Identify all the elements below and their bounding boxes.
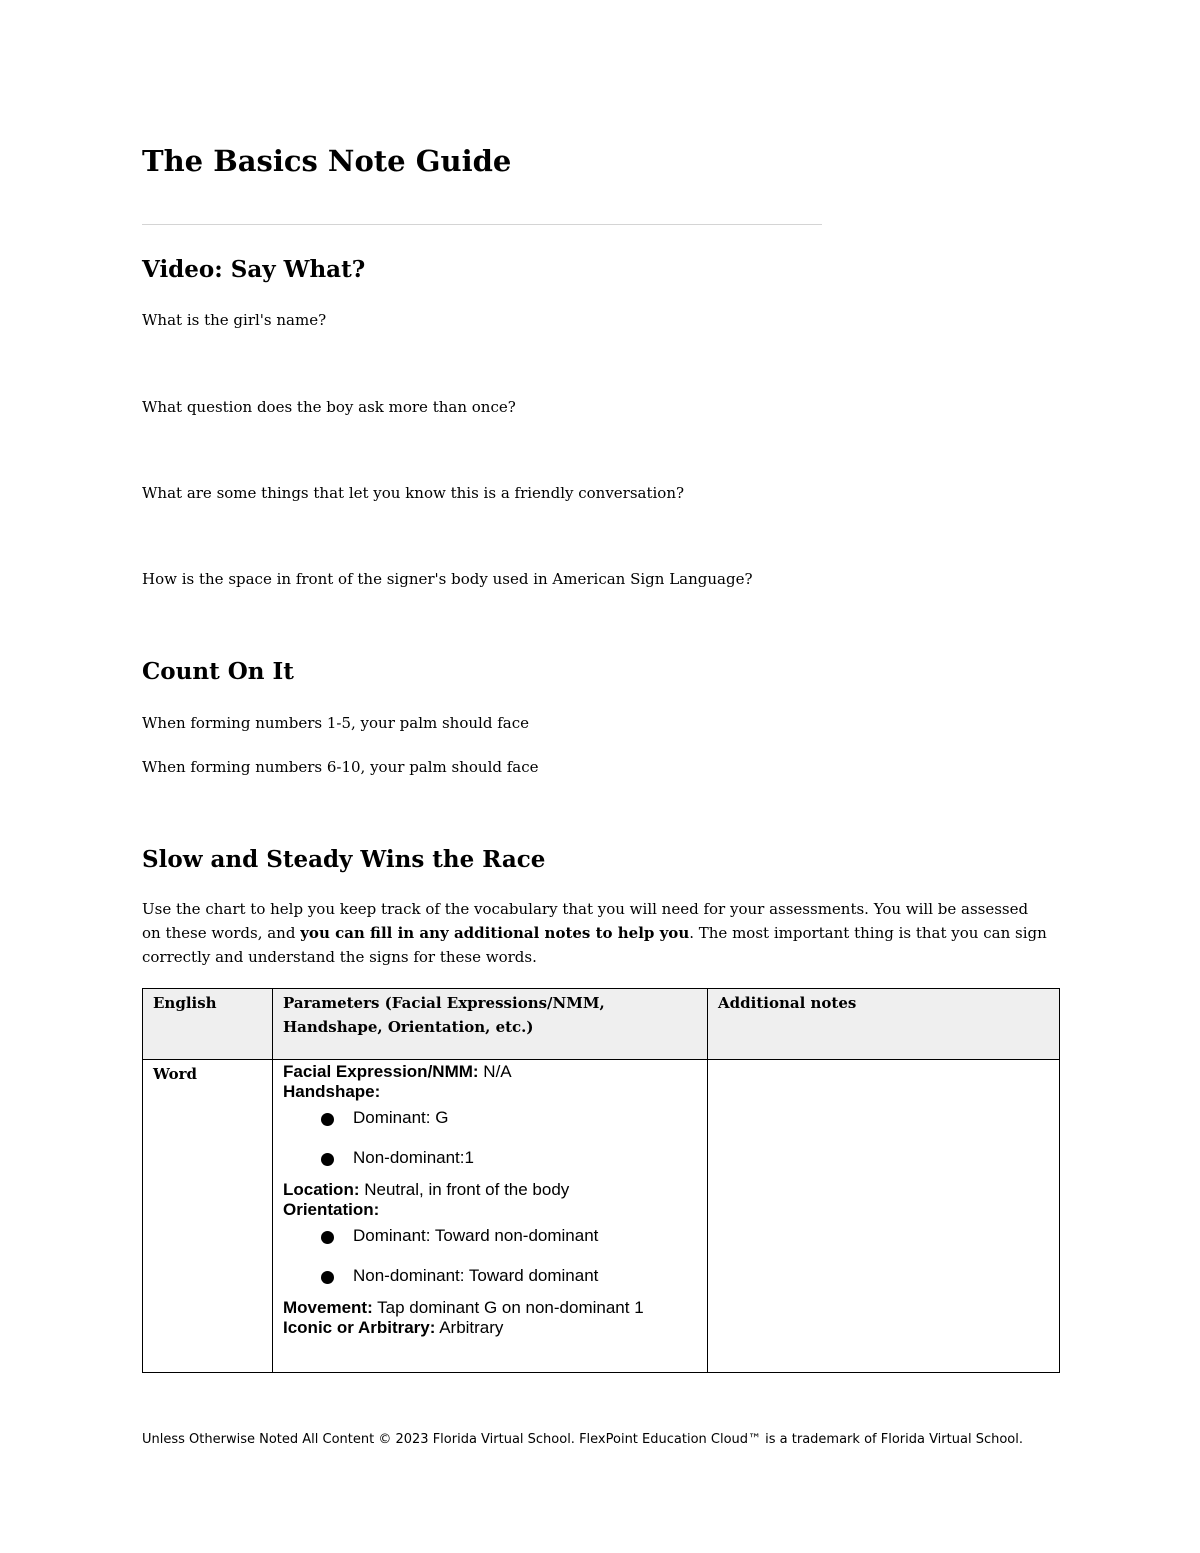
iconic-value: Arbitrary — [435, 1318, 504, 1337]
list-item — [319, 1226, 697, 1246]
question-1: What is the girl's name? — [142, 311, 327, 329]
facial-expression-value: N/A — [478, 1062, 512, 1081]
facial-expression-label: Facial Expression/NMM: — [283, 1062, 479, 1081]
orientation-dominant: Dominant: Toward non-dominant — [353, 1226, 599, 1245]
movement-label: Movement: — [283, 1298, 373, 1317]
bullet-icon — [321, 1153, 334, 1166]
cell-additional-notes[interactable] — [708, 1060, 1060, 1373]
section-heading-video: Video: Say What? — [142, 256, 366, 283]
count-line-1: When forming numbers 1-5, your palm should face — [142, 714, 529, 732]
footer-copyright: Unless Otherwise Noted All Content © 2023 Florida Virtual School. FlexPoint Education Cloud™ is a trademark of Florida Virtual School. — [142, 1432, 1023, 1447]
header-additional-notes: Additional notes — [708, 989, 1060, 1060]
handshape-list — [283, 1108, 697, 1168]
facial-expression-line — [283, 1062, 697, 1082]
handshape-non-dominant: Non-dominant:1 — [353, 1148, 474, 1167]
movement-line — [283, 1298, 697, 1318]
orientation-label-text: Orientation: — [283, 1200, 380, 1219]
chart-instructions — [142, 897, 1047, 969]
handshape-dominant: Dominant: G — [353, 1108, 449, 1127]
bullet-icon — [321, 1271, 334, 1284]
question-3: What are some things that let you know this is a friendly conversation? — [142, 484, 685, 502]
orientation-label — [283, 1200, 697, 1220]
iconic-label: Iconic or Arbitrary: — [283, 1318, 436, 1337]
location-line — [283, 1180, 697, 1200]
location-value: Neutral, in front of the body — [359, 1180, 570, 1199]
title-divider — [142, 224, 822, 225]
list-item — [319, 1108, 697, 1128]
cell-english-word: Word — [143, 1060, 273, 1373]
list-item — [319, 1148, 697, 1168]
handshape-label — [283, 1082, 697, 1102]
orientation-non-dominant: Non-dominant: Toward dominant — [353, 1266, 599, 1285]
vocabulary-table — [142, 988, 1060, 1373]
location-label: Location: — [283, 1180, 360, 1199]
header-english: English — [143, 989, 273, 1060]
question-2: What question does the boy ask more than once? — [142, 398, 516, 416]
orientation-list — [283, 1226, 697, 1286]
iconic-line — [283, 1318, 697, 1338]
cell-parameters — [273, 1060, 708, 1373]
intro-text-1: Use the chart to help you keep track of the vocabulary that you will need for your assessments. You will be assessed on these words, and — [142, 900, 1029, 942]
table-header-row — [143, 989, 1060, 1060]
header-parameters: Parameters (Facial Expressions/NMM, Handshape, Orientation, etc.) — [273, 989, 708, 1060]
count-line-2: When forming numbers 6-10, your palm should face — [142, 758, 539, 776]
bullet-icon — [321, 1231, 334, 1244]
table-row — [143, 1060, 1060, 1373]
movement-value: Tap dominant G on non-dominant 1 — [372, 1298, 644, 1317]
handshape-label-text: Handshape: — [283, 1082, 381, 1101]
page-title: The Basics Note Guide — [142, 144, 512, 178]
question-4: How is the space in front of the signer's body used in American Sign Language? — [142, 570, 753, 588]
section-heading-slow: Slow and Steady Wins the Race — [142, 846, 546, 873]
intro-text-2: . The most important thing is that you can sign correctly and understand the signs for these words. — [142, 924, 1047, 966]
intro-bold-text: you can fill in any additional notes to help you — [300, 924, 690, 942]
list-item — [319, 1266, 697, 1286]
bullet-icon — [321, 1113, 334, 1126]
section-heading-count: Count On It — [142, 658, 294, 685]
